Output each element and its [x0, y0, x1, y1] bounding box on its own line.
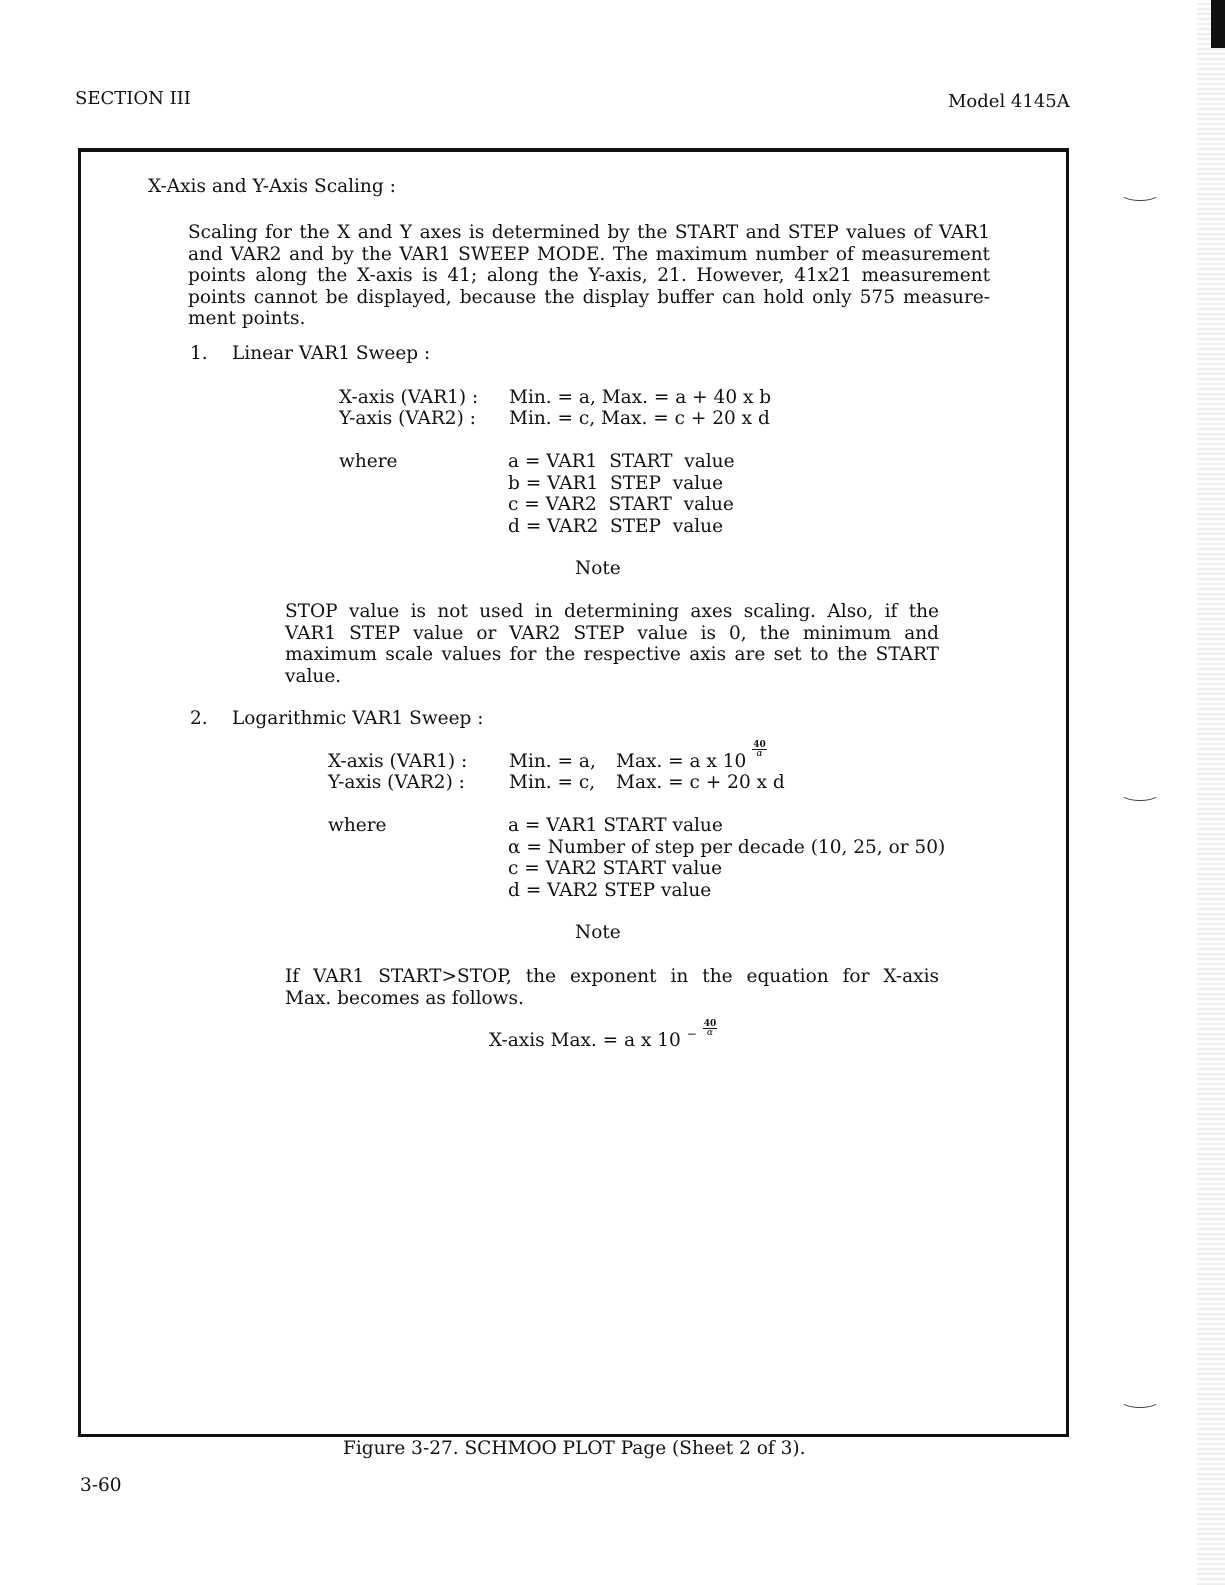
formula-exponent	[703, 1020, 718, 1037]
formula-denominator: α	[706, 1028, 713, 1038]
note-line: value.	[285, 665, 342, 687]
log-max-formula	[489, 1019, 717, 1051]
exponent-denominator: α	[756, 749, 763, 759]
note-line: Max. becomes as follows.	[285, 987, 524, 1009]
definition-item: c = VAR2 START value	[508, 494, 734, 515]
formula-text: X-axis Max. = a x 10	[489, 1030, 681, 1051]
definition-item: b = VAR1 STEP value	[508, 472, 724, 494]
note-line: If VAR1 START>STOP, the exponent in the equation for X-axis	[285, 966, 939, 987]
linear-yaxis-label: Y-axis (VAR2) :	[339, 408, 476, 429]
intro-paragraph	[188, 222, 990, 330]
linear-xaxis-formula: Min. = a, Max. = a + 40 x b	[509, 387, 772, 408]
log-note-title: Note	[575, 922, 621, 943]
intro-line: and VAR2 and by the VAR1 SWEEP MODE. The maximum number of measurement	[188, 243, 990, 265]
linear-definitions	[508, 451, 735, 537]
formula-numerator: 40	[703, 1019, 717, 1029]
log-xaxis-min: Min. = a,	[509, 751, 596, 772]
linear-number: 1.	[190, 343, 208, 364]
log-exponent	[752, 741, 767, 758]
intro-line: ment points.	[188, 308, 306, 329]
linear-note-body	[285, 601, 939, 687]
intro-line: Scaling for the X and Y axes is determined by the START and STEP values of VAR1	[188, 222, 990, 243]
model-label: Model 4145A	[948, 91, 1070, 112]
note-line: VAR1 STEP value or VAR2 STEP value is 0, the minimum and	[285, 622, 939, 644]
log-yaxis-min: Min. = c,	[509, 772, 596, 793]
definition-item: a = VAR1 START value	[508, 451, 735, 472]
definition-item: α = Number of step per decade (10, 25, or 50)	[508, 836, 946, 858]
definition-item: c = VAR2 START value	[508, 858, 723, 879]
intro-line: points cannot be displayed, because the display buffer can hold only 575 measure-	[188, 286, 990, 308]
linear-xaxis-label: X-axis (VAR1) :	[339, 387, 479, 408]
figure-caption: Figure 3-27. SCHMOO PLOT Page (Sheet 2 of 3).	[343, 1438, 806, 1459]
scan-edge	[1197, 0, 1225, 1585]
formula-sign: −	[686, 1027, 697, 1041]
log-yaxis-label: Y-axis (VAR2) :	[328, 772, 465, 793]
log-xaxis-max	[616, 740, 767, 772]
log-yaxis-max: Max. = c + 20 x d	[616, 772, 785, 793]
definition-item: d = VAR2 STEP value	[508, 515, 724, 537]
log-note-body	[285, 966, 939, 1009]
binding-hole-mark	[1120, 785, 1160, 801]
linear-yaxis-formula: Min. = c, Max. = c + 20 x d	[509, 408, 770, 429]
definition-item: a = VAR1 START value	[508, 815, 723, 836]
binding-hole-mark	[1120, 1392, 1160, 1408]
definition-item: d = VAR2 STEP value	[508, 879, 712, 901]
log-number: 2.	[190, 708, 208, 729]
section-label: SECTION III	[75, 88, 191, 109]
note-line: STOP value is not used in determining axes scaling. Also, if the	[285, 601, 939, 622]
intro-line: points along the X-axis is 41; along the Y-axis, 21. However, 41x21 measurement	[188, 265, 990, 286]
note-line: maximum scale values for the respective axis are set to the START	[285, 644, 939, 665]
log-heading: Logarithmic VAR1 Sweep :	[232, 708, 484, 729]
log-definitions	[508, 815, 945, 901]
log-xaxis-label: X-axis (VAR1) :	[328, 751, 468, 772]
log-where: where	[328, 815, 387, 836]
binding-hole-mark	[1120, 185, 1160, 201]
scan-mark	[1211, 0, 1225, 48]
exponent-numerator: 40	[753, 740, 766, 750]
linear-note-title: Note	[575, 558, 621, 579]
linear-where: where	[339, 451, 398, 472]
log-xaxis-max-text: Max. = a x 10	[616, 751, 747, 772]
linear-heading: Linear VAR1 Sweep :	[232, 343, 431, 364]
page-number: 3-60	[80, 1475, 122, 1496]
section-title: X-Axis and Y-Axis Scaling :	[148, 176, 396, 197]
